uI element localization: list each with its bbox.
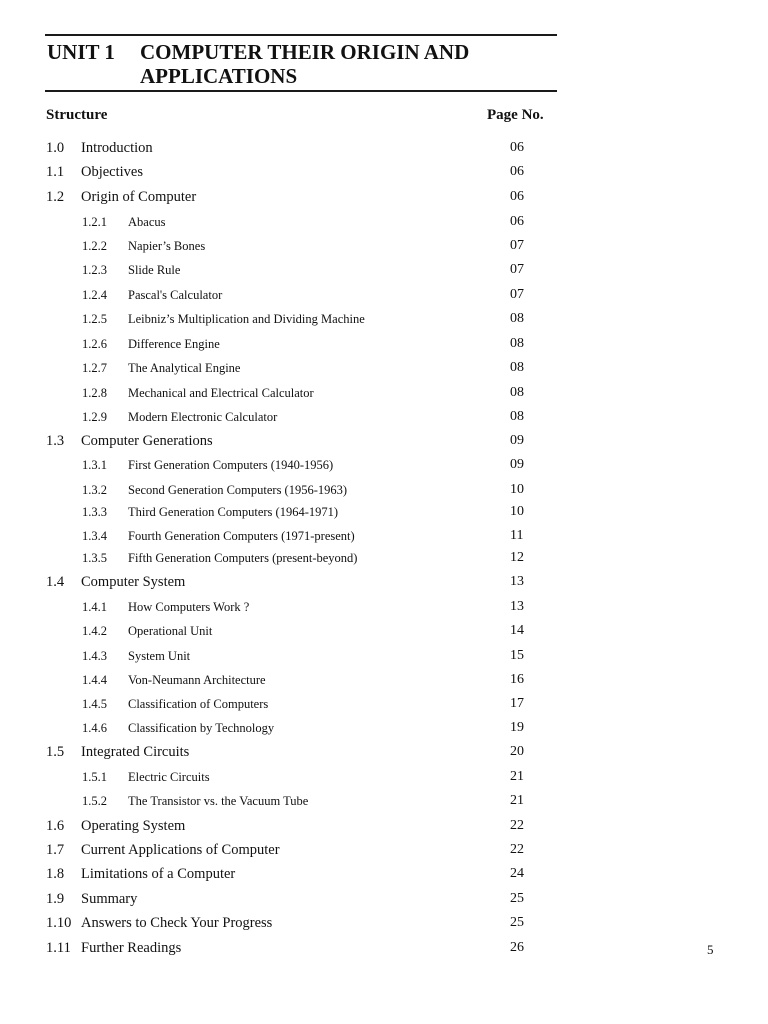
toc-entry-page: 09: [510, 433, 524, 448]
toc-entry: [0, 525, 768, 547]
toc-entry: [0, 161, 768, 183]
toc-entry-page: 25: [510, 891, 524, 906]
toc-entry-number: 1.4.5: [82, 697, 107, 711]
toc-entry-number: 1.5.2: [82, 794, 107, 808]
toc-entry-number: 1.9: [46, 891, 65, 907]
toc-entry-number: 1.3.4: [82, 529, 107, 543]
toc-entry: [0, 501, 768, 523]
toc-entry-number: 1.6: [46, 818, 65, 834]
toc-entry: [0, 596, 768, 618]
toc-entry-number: 1.5.1: [82, 770, 107, 784]
toc-entry-number: 1.5: [46, 744, 65, 760]
toc-entry-title: The Analytical Engine: [128, 361, 241, 375]
toc-entry-title: Answers to Check Your Progress: [81, 915, 273, 931]
toc-entry-title: Operational Unit: [128, 624, 213, 638]
toc-entry: [0, 888, 768, 910]
toc-entry-title: Third Generation Computers (1964-1971): [128, 505, 339, 519]
unit-label: UNIT 1: [47, 40, 115, 64]
toc-entry-title: Objectives: [81, 164, 144, 180]
toc-entry-page: 13: [510, 574, 524, 589]
toc-entry-page: 08: [510, 409, 524, 424]
toc-entry-title: The Transistor vs. the Vacuum Tube: [128, 794, 309, 808]
structure-heading: Structure: [46, 107, 108, 123]
unit-title: [140, 40, 540, 88]
toc-entry: [0, 790, 768, 812]
toc-entry-page: 06: [510, 214, 524, 229]
toc-entry: [0, 406, 768, 428]
toc-entry-title: Computer Generations: [81, 433, 213, 449]
toc-entry-page: 06: [510, 164, 524, 179]
toc-entry-title: Slide Rule: [128, 263, 181, 277]
toc-entry-page: 06: [510, 189, 524, 204]
toc-entry: [0, 912, 768, 934]
toc-entry-page: 10: [510, 504, 524, 519]
toc-entry-number: 1.2.2: [82, 239, 107, 253]
toc-entry: [0, 284, 768, 306]
toc-entry-page: 20: [510, 744, 524, 759]
toc-entry-page: 24: [510, 866, 524, 881]
toc-entry-number: 1.4.2: [82, 624, 107, 638]
toc-entry-title: Fourth Generation Computers (1971-present): [128, 529, 355, 543]
toc-entry-title: Origin of Computer: [81, 189, 197, 205]
toc-entry-title: Abacus: [128, 215, 166, 229]
toc-entry-number: 1.4.3: [82, 649, 107, 663]
toc-entry-number: 1.3.2: [82, 483, 107, 497]
toc-entry-page: 19: [510, 720, 524, 735]
toc-entry: [0, 333, 768, 355]
toc-entry: [0, 863, 768, 885]
toc-entry: [0, 479, 768, 501]
toc-entry: [0, 620, 768, 642]
toc-entry: [0, 693, 768, 715]
unit-title-line-1: COMPUTER THEIR ORIGIN AND: [140, 40, 470, 64]
toc-entry-number: 1.7: [46, 842, 65, 858]
toc-entry-number: 1.4.6: [82, 721, 107, 735]
toc-entry-page: 07: [510, 262, 524, 277]
toc-entry-title: Leibniz’s Multiplication and Dividing Machine: [128, 312, 365, 326]
toc-entry-title: Integrated Circuits: [81, 744, 190, 760]
toc-entry: [0, 571, 768, 593]
toc-entry-page: 12: [510, 550, 524, 565]
toc-entry-number: 1.4.4: [82, 673, 107, 687]
top-rule: [45, 34, 557, 36]
toc-entry-title: Operating System: [81, 818, 186, 834]
toc-entry: [0, 669, 768, 691]
toc-entry: [0, 839, 768, 861]
toc-entry-title: Napier’s Bones: [128, 239, 206, 253]
toc-entry-number: 1.0: [46, 140, 65, 156]
toc-entry-number: 1.2.8: [82, 386, 107, 400]
toc-entry: [0, 137, 768, 159]
toc-entry: [0, 766, 768, 788]
toc-entry-title: Second Generation Computers (1956-1963): [128, 483, 348, 497]
toc-entry-title: Von-Neumann Architecture: [128, 673, 266, 687]
toc-entry-page: 14: [510, 623, 524, 638]
toc-entry: [0, 454, 768, 476]
toc-entry: [0, 308, 768, 330]
toc-entry-title: Difference Engine: [128, 337, 220, 351]
toc-entry-page: 21: [510, 769, 524, 784]
toc-entry: [0, 357, 768, 379]
toc-entry: [0, 186, 768, 208]
toc-entry-page: 13: [510, 599, 524, 614]
page-number: 5: [707, 942, 714, 957]
toc-entry-title: Pascal's Calculator: [128, 288, 223, 302]
toc-entry: [0, 547, 768, 569]
toc-entry-number: 1.2.3: [82, 263, 107, 277]
toc-entry-number: 1.2.5: [82, 312, 107, 326]
toc-entry-title: Fifth Generation Computers (present-beyond): [128, 551, 358, 565]
toc-entry-title: Introduction: [81, 140, 153, 156]
toc-entry-page: 26: [510, 940, 524, 955]
toc-entry-number: 1.2.6: [82, 337, 107, 351]
toc-entry-title: Electric Circuits: [128, 770, 210, 784]
toc-entry: [0, 645, 768, 667]
toc-entry-page: 22: [510, 842, 524, 857]
toc-entry-number: 1.2.9: [82, 410, 107, 424]
toc-entry-page: 15: [510, 648, 524, 663]
toc-entry-page: 17: [510, 696, 524, 711]
toc-entry: [0, 815, 768, 837]
toc-entry-number: 1.2: [46, 189, 65, 205]
toc-entry-number: 1.3.5: [82, 551, 107, 565]
toc-entry-title: Classification of Computers: [128, 697, 269, 711]
toc-entry-title: Current Applications of Computer: [81, 842, 280, 858]
toc-entry-title: Modern Electronic Calculator: [128, 410, 278, 424]
toc-entry-page: 08: [510, 385, 524, 400]
toc-entry-number: 1.3: [46, 433, 65, 449]
unit-title-line-2: APPLICATIONS: [140, 64, 298, 88]
toc-entry-title: Summary: [81, 891, 138, 907]
toc-entry: [0, 717, 768, 739]
toc-entry-number: 1.11: [46, 940, 71, 956]
toc-entry-title: Classification by Technology: [128, 721, 275, 735]
title-underline-rule: [45, 90, 557, 92]
toc-entry-page: 10: [510, 482, 524, 497]
toc-entry-title: First Generation Computers (1940-1956): [128, 458, 334, 472]
toc-entry-number: 1.4.1: [82, 600, 107, 614]
toc-entry-page: 16: [510, 672, 524, 687]
toc-entry-page: 06: [510, 140, 524, 155]
toc-entry-title: Further Readings: [81, 940, 182, 956]
toc-entry-page: 08: [510, 311, 524, 326]
toc-entry-page: 08: [510, 336, 524, 351]
toc-entry: [0, 382, 768, 404]
toc-entry-number: 1.4: [46, 574, 65, 590]
toc-entry-title: Limitations of a Computer: [81, 866, 236, 882]
toc-entry-page: 25: [510, 915, 524, 930]
toc-entry: [0, 937, 768, 959]
toc-entry-number: 1.2.7: [82, 361, 107, 375]
toc-entry-page: 08: [510, 360, 524, 375]
toc-entry-title: System Unit: [128, 649, 191, 663]
toc-entry: [0, 235, 768, 257]
toc-entry-page: 07: [510, 287, 524, 302]
toc-entry: [0, 211, 768, 233]
toc-entry-page: 07: [510, 238, 524, 253]
toc-entry-title: Computer System: [81, 574, 186, 590]
toc-entry-number: 1.1: [46, 164, 65, 180]
toc-entry-title: Mechanical and Electrical Calculator: [128, 386, 314, 400]
page-no-heading: Page No.: [487, 107, 544, 123]
toc-entry-page: 22: [510, 818, 524, 833]
toc-entry-page: 09: [510, 457, 524, 472]
toc-entry-number: 1.2.1: [82, 215, 107, 229]
toc-entry-number: 1.3.3: [82, 505, 107, 519]
toc-entry-number: 1.3.1: [82, 458, 107, 472]
toc-entry-title: How Computers Work ?: [128, 600, 250, 614]
toc-entry-number: 1.10: [46, 915, 72, 931]
toc-entry: [0, 259, 768, 281]
toc-entry-page: 11: [510, 528, 524, 543]
toc-entry: [0, 430, 768, 452]
toc-entry-number: 1.2.4: [82, 288, 107, 302]
toc-entry-page: 21: [510, 793, 524, 808]
toc-entry-number: 1.8: [46, 866, 65, 882]
toc-entry: [0, 741, 768, 763]
